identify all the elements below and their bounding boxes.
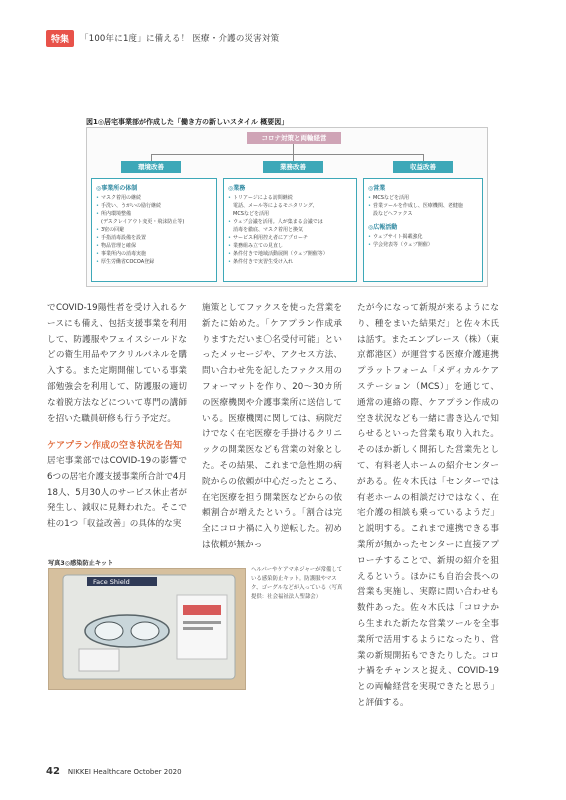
group-heading: ◎業務 [228, 185, 246, 192]
connector-horizontal [151, 154, 423, 155]
publication-name: NIKKEI Healthcare October 2020 [67, 768, 182, 776]
infection-kit-photo [48, 568, 246, 690]
bullet-icon: • [228, 195, 231, 201]
list-item: MCSなどを活用 [233, 211, 269, 217]
bullet-icon: • [368, 242, 371, 248]
column-operations [223, 178, 357, 282]
header-title: 「100年に1度」に備える！ 医療・介護の災害対策 [80, 34, 280, 44]
list-item: • 条件付きで地域活動展開（ウェブ開催等） [228, 251, 328, 257]
list-item: • 3密の回避 [96, 227, 125, 233]
list-item: • 手指消毒設備を設置 [96, 235, 147, 241]
column-head-operations: 業務改善 [263, 161, 323, 173]
column-revenue [363, 178, 483, 282]
list-item: • 営業ツールを作成し、医療機関、老健施 [368, 203, 463, 209]
list-item: • 所内環境整備 [96, 211, 132, 217]
connector-center [293, 154, 294, 161]
photo-illustration [49, 569, 245, 689]
bullet-icon: • [96, 251, 99, 257]
connector-left [151, 154, 152, 161]
diagram [86, 127, 488, 287]
list-item: • 手洗い、うがいの励行継続 [96, 203, 162, 209]
list-item: (デスクレイアウト変更・飛沫防止等) [101, 219, 185, 225]
page-header [46, 28, 279, 48]
list-item: 電話、メール等によるモニタリング、 [233, 203, 318, 209]
paragraph: でCOVID-19陽性者を受け入れるケースにも備え、包括支援事業を利用して、防護服やフェイスシールドなどの衛生用品やアクリルパネルを購入する。また定期開催している事業部勉強会を利用して、防護服の適切な着脱方法などについて専門の講師を招いた職員研修も行う予定だ。 [47, 303, 187, 424]
body-column-3 [357, 301, 499, 712]
page-number: 42 [46, 766, 60, 777]
photo-caption: 写真3◎感染防止キット [48, 560, 114, 567]
section-heading: ケアプラン作成の空き状況を告知 [47, 441, 183, 451]
list-item: • ウェブサイト掲載強化 [368, 234, 423, 240]
list-item: • トリアージによる訪問継続 [228, 195, 293, 201]
bullet-icon: • [368, 195, 371, 201]
bullet-icon: • [96, 211, 99, 217]
list-item: • 業務組み立ての見直し [228, 243, 284, 249]
bullet-icon: • [96, 195, 99, 201]
bullet-icon: • [96, 235, 99, 241]
connector-right [423, 154, 424, 161]
column-environment [91, 178, 217, 282]
list-item: • ウェブ会議を活用。人が集まる会議では [228, 219, 323, 225]
bullet-icon: • [228, 259, 231, 265]
list-item: 設などへファクス [373, 211, 413, 217]
bullet-icon: • [96, 203, 99, 209]
figure-title: 図1◎居宅事業部が作成した「働き方の新しいスタイル 概要図」 [86, 118, 289, 126]
list-item: • MCSなどを活用 [368, 195, 409, 201]
bullet-icon: • [228, 235, 231, 241]
box-label: Face Shield [93, 578, 130, 586]
paragraph: 施策としてファクスを使った営業を新たに始めた。「ケアプラン作成承りますただいま〇名受付可能」といったメッセージや、アクセス方法、問い合わせ先を記したファクス用のフォーマットを作り、20～30カ所の医療機関や介護事業所に送信している。医療機関に関しては、病院だけでなく在宅医療を手掛けるクリニックの開業医なども営業の対象とした。その結果、これまで急性期の病院からの依頼が中心だったところ、在宅医療を担う開業医などからの依頼割合が増えたという。「割合は完全にコロナ禍に入り逆転した。初めは依頼が無かっ [202, 303, 342, 550]
bullet-icon: • [368, 203, 371, 209]
bullet-icon: • [96, 243, 99, 249]
column-head-revenue: 収益改善 [393, 161, 453, 173]
paragraph: 居宅事業部ではCOVID-19の影響で6つの居宅介護支援事業所合計で4月18人、5月30人のサービス休止者が発生し、減収に見舞われた。そこで柱の1つ「収益改善」の具体的な実 [47, 456, 187, 530]
body-column-1a [47, 301, 187, 427]
group-heading: ◎広報活動 [368, 224, 398, 231]
bullet-icon: • [228, 243, 231, 249]
bullet-icon: • [96, 227, 99, 233]
paragraph: たが今になって新規が来るようになり、種をまいた結果だ」と佐々木氏は話す。またエンブレース（株）（東京都港区）が運営する医療介護連携プラットフォーム「メディカルケアステーション（MCS）」を通じて、通常の連絡の際、ケアプラン作成の空き状況なども一緒に書き込んで知らせるといった営業も取り入れた。そのほか新しく開拓した営業先として、有料老人ホームの紹介センターがある。佐々木氏は「センターでは有老ホームの相談だけではなく、在宅介護の相談も乗っているようだ」と説明する。これまで連携できる事業所が無かったセンターに直接アプローチすることで、新規の紹介を狙えるという。ほかにも自治会長への営業も実施し、実際に問い合わせも数件あった。佐々木氏は「コロナから生まれた新たな営業ツールを全事業所で活用するようになったり、営業の新規開拓もできたりした。コロナ禍をチャンスと捉え、COVID-19との両輪経営を実現できたと思う」と評価する。 [357, 303, 499, 708]
bullet-icon: • [368, 234, 371, 240]
diagram-root: コロナ対策と両輪経営 [247, 132, 341, 144]
bullet-icon: • [96, 259, 99, 265]
bullet-icon: • [228, 219, 231, 225]
list-item: • 物品管理と確保 [96, 243, 137, 249]
bullet-icon: • [228, 251, 231, 257]
list-item: • 条件付きで実習生受け入れ [228, 259, 294, 265]
list-item: • 事業所内の消毒実施 [96, 251, 147, 257]
body-column-2 [202, 301, 342, 554]
photo-note: ヘルパーやケアマネジャーが常備している感染防止キット。防護服やマスク、ゴーグルなどが入っている（写真提供：社会福祉法人聖隷会） [251, 567, 343, 600]
group-heading: ◎営業 [368, 185, 386, 192]
list-item: 消毒を徹底、マスク着用と換気 [233, 227, 304, 233]
feature-tag: 特集 [46, 30, 74, 47]
body-column-1b [47, 454, 187, 533]
list-item: • サービス利用控え者にアプローチ [228, 235, 309, 241]
list-item: • 厚生労働省COCOA登録 [96, 259, 155, 265]
group-heading: ◎事業所の体制 [96, 185, 138, 192]
page-footer [46, 766, 182, 777]
connector-vertical [293, 144, 294, 154]
list-item: • 学会発表等（ウェブ開催） [368, 242, 433, 248]
column-head-environment: 環境改善 [121, 161, 181, 173]
list-item: • マスク着用の継続 [96, 195, 142, 201]
